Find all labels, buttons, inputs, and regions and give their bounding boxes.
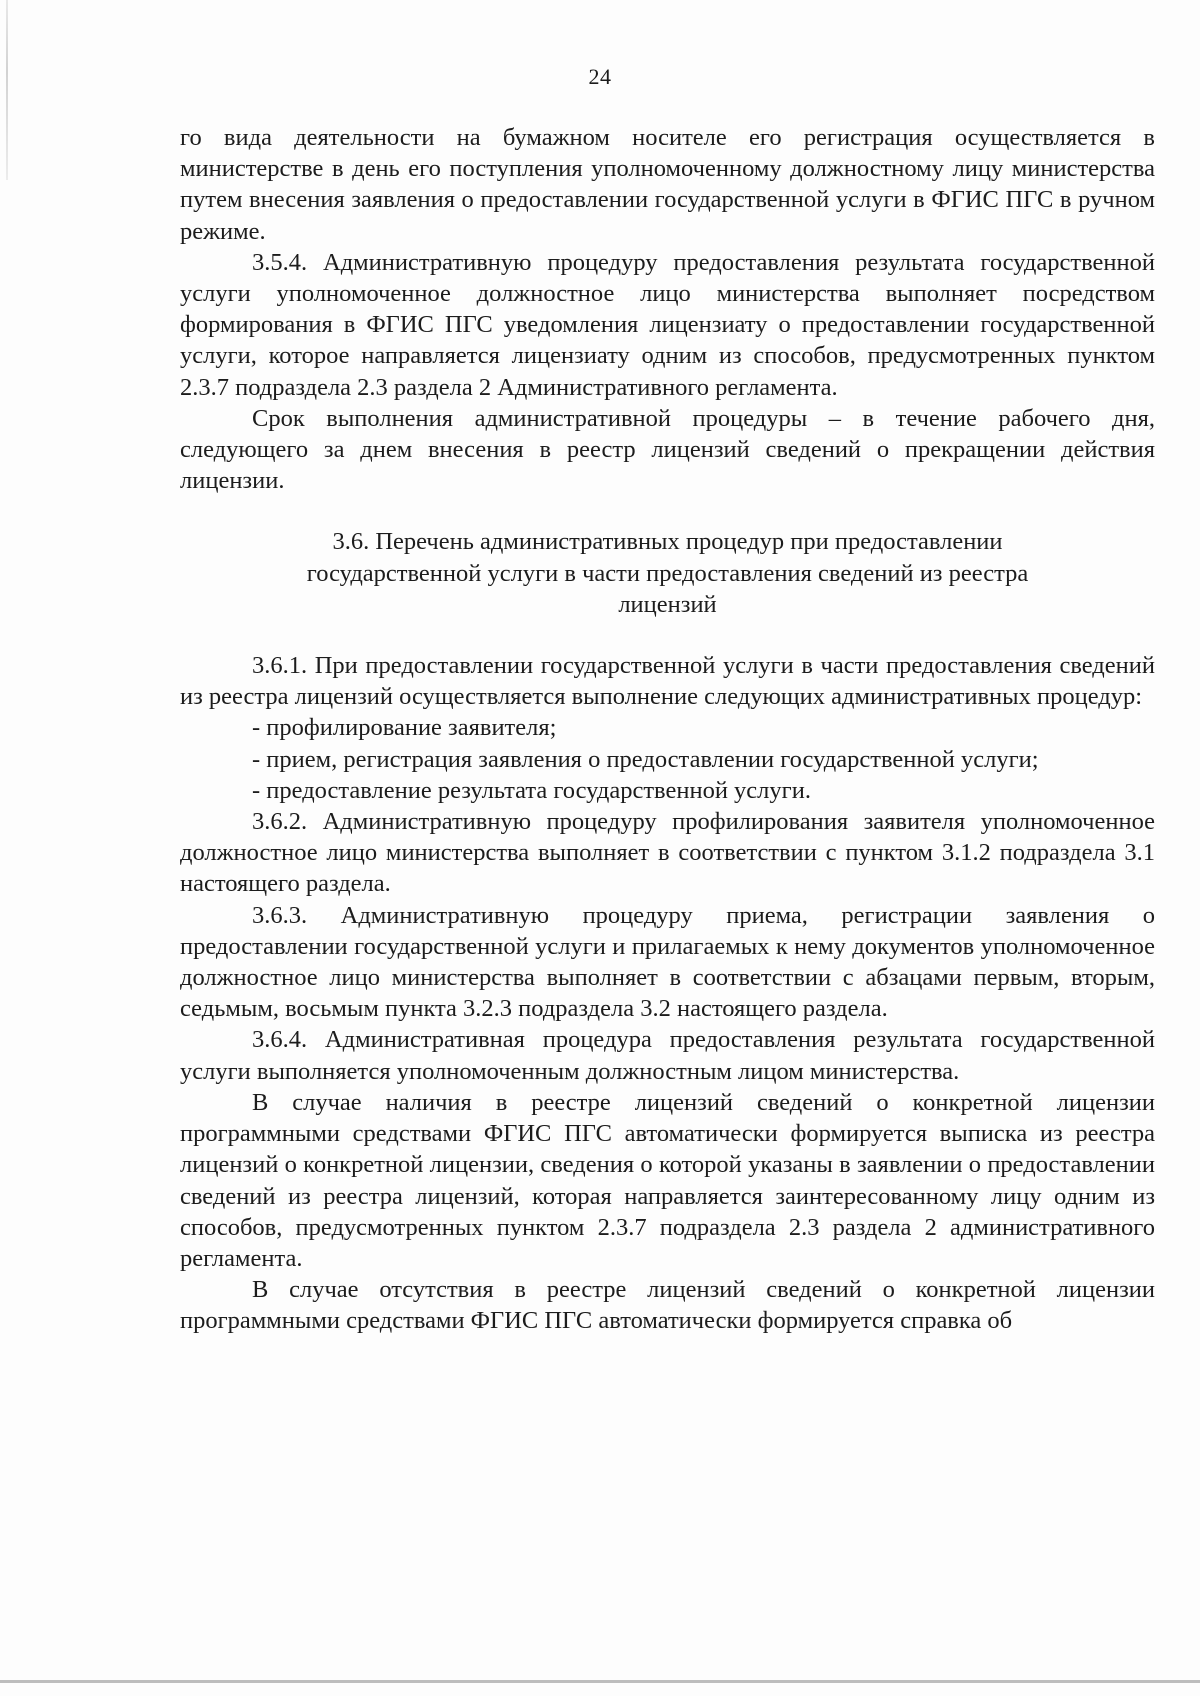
paragraph-3-6-4: 3.6.4. Административная процедура предоставления результата государственной услуги выполняется уполномоченным должностным лицом министерства. (180, 1026, 1155, 1085)
document-body (180, 122, 1155, 1337)
paragraph-3-6-2: 3.6.2. Административную процедуру профилирования заявителя уполномоченное должностное лицо министерства выполняет в соответствии с пунктом 3.1.2 подраздела 3.1 настоящего раздела. (180, 808, 1155, 898)
list-item: - профилирование заявителя; (252, 714, 557, 742)
paragraph-absence-case: В случае отсутствия в реестре лицензий сведений о конкретной лицензии программными средствами ФГИС ПГС автоматически формируется справка об (180, 1276, 1155, 1335)
list-item: - прием, регистрация заявления о предоставлении государственной услуги; (252, 745, 1039, 773)
page-number: 24 (588, 64, 612, 89)
paragraph-3-6-1: 3.6.1. При предоставлении государственной услуги в части предоставления сведений из реестра лицензий осуществляется выполнение следующих административных процедур: (180, 652, 1155, 711)
scan-edge-left (6, 0, 8, 180)
paragraph-continuation: го вида деятельности на бумажном носителе его регистрация осуществляется в министерстве в день его поступления уполномоченному должностному лицу министерства путем внесения заявления о предоставлении государственной услуги в ФГИС ПГС в ручном режиме. (180, 124, 1155, 245)
paragraph-extract-case: В случае наличия в реестре лицензий сведений о конкретной лицензии программными средствами ФГИС ПГС автоматически формируется выписка из реестра лицензий о конкретной лицензии, сведения о которой указаны в заявлении о предоставлении сведений из реестра лицензий, которая направляется заинтересованному лицу одним из способов, предусмотренных пунктом 2.3.7 подраздела 2.3 раздела 2 административного регламента. (180, 1088, 1155, 1272)
section-heading-3-6: 3.6. Перечень административных процедур при предоставлении государственной услуги в части предоставления сведений из реестра лицензий (306, 528, 1029, 618)
paragraph-3-5-4: 3.5.4. Административную процедуру предоставления результата государственной услуги уполномоченное должностное лицо министерства выполняет посредством формирования в ФГИС ПГС уведомления лицензиату о предоставлении государственной услуги, которое направляется лицензиату одним из способов, предусмотренных пунктом 2.3.7 подраздела 2.3 раздела 2 Административного регламента. (180, 248, 1155, 401)
paragraph-deadline: Срок выполнения административной процедуры – в течение рабочего дня, следующего за днем внесения в реестр лицензий сведений о прекращении действия лицензии. (180, 404, 1155, 495)
list-item: - предоставление результата государственной услуги. (252, 776, 811, 804)
scan-edge-bottom (0, 1680, 1200, 1683)
paragraph-3-6-3: 3.6.3. Административную процедуру приема, регистрации заявления о предоставлении государственной услуги и прилагаемых к нему документов уполномоченное должностное лицо министерства выполняет в соответствии с абзацами первым, вторым, седьмым, восьмым пункта 3.2.3 подраздела 3.2 настоящего раздела. (180, 901, 1155, 1023)
